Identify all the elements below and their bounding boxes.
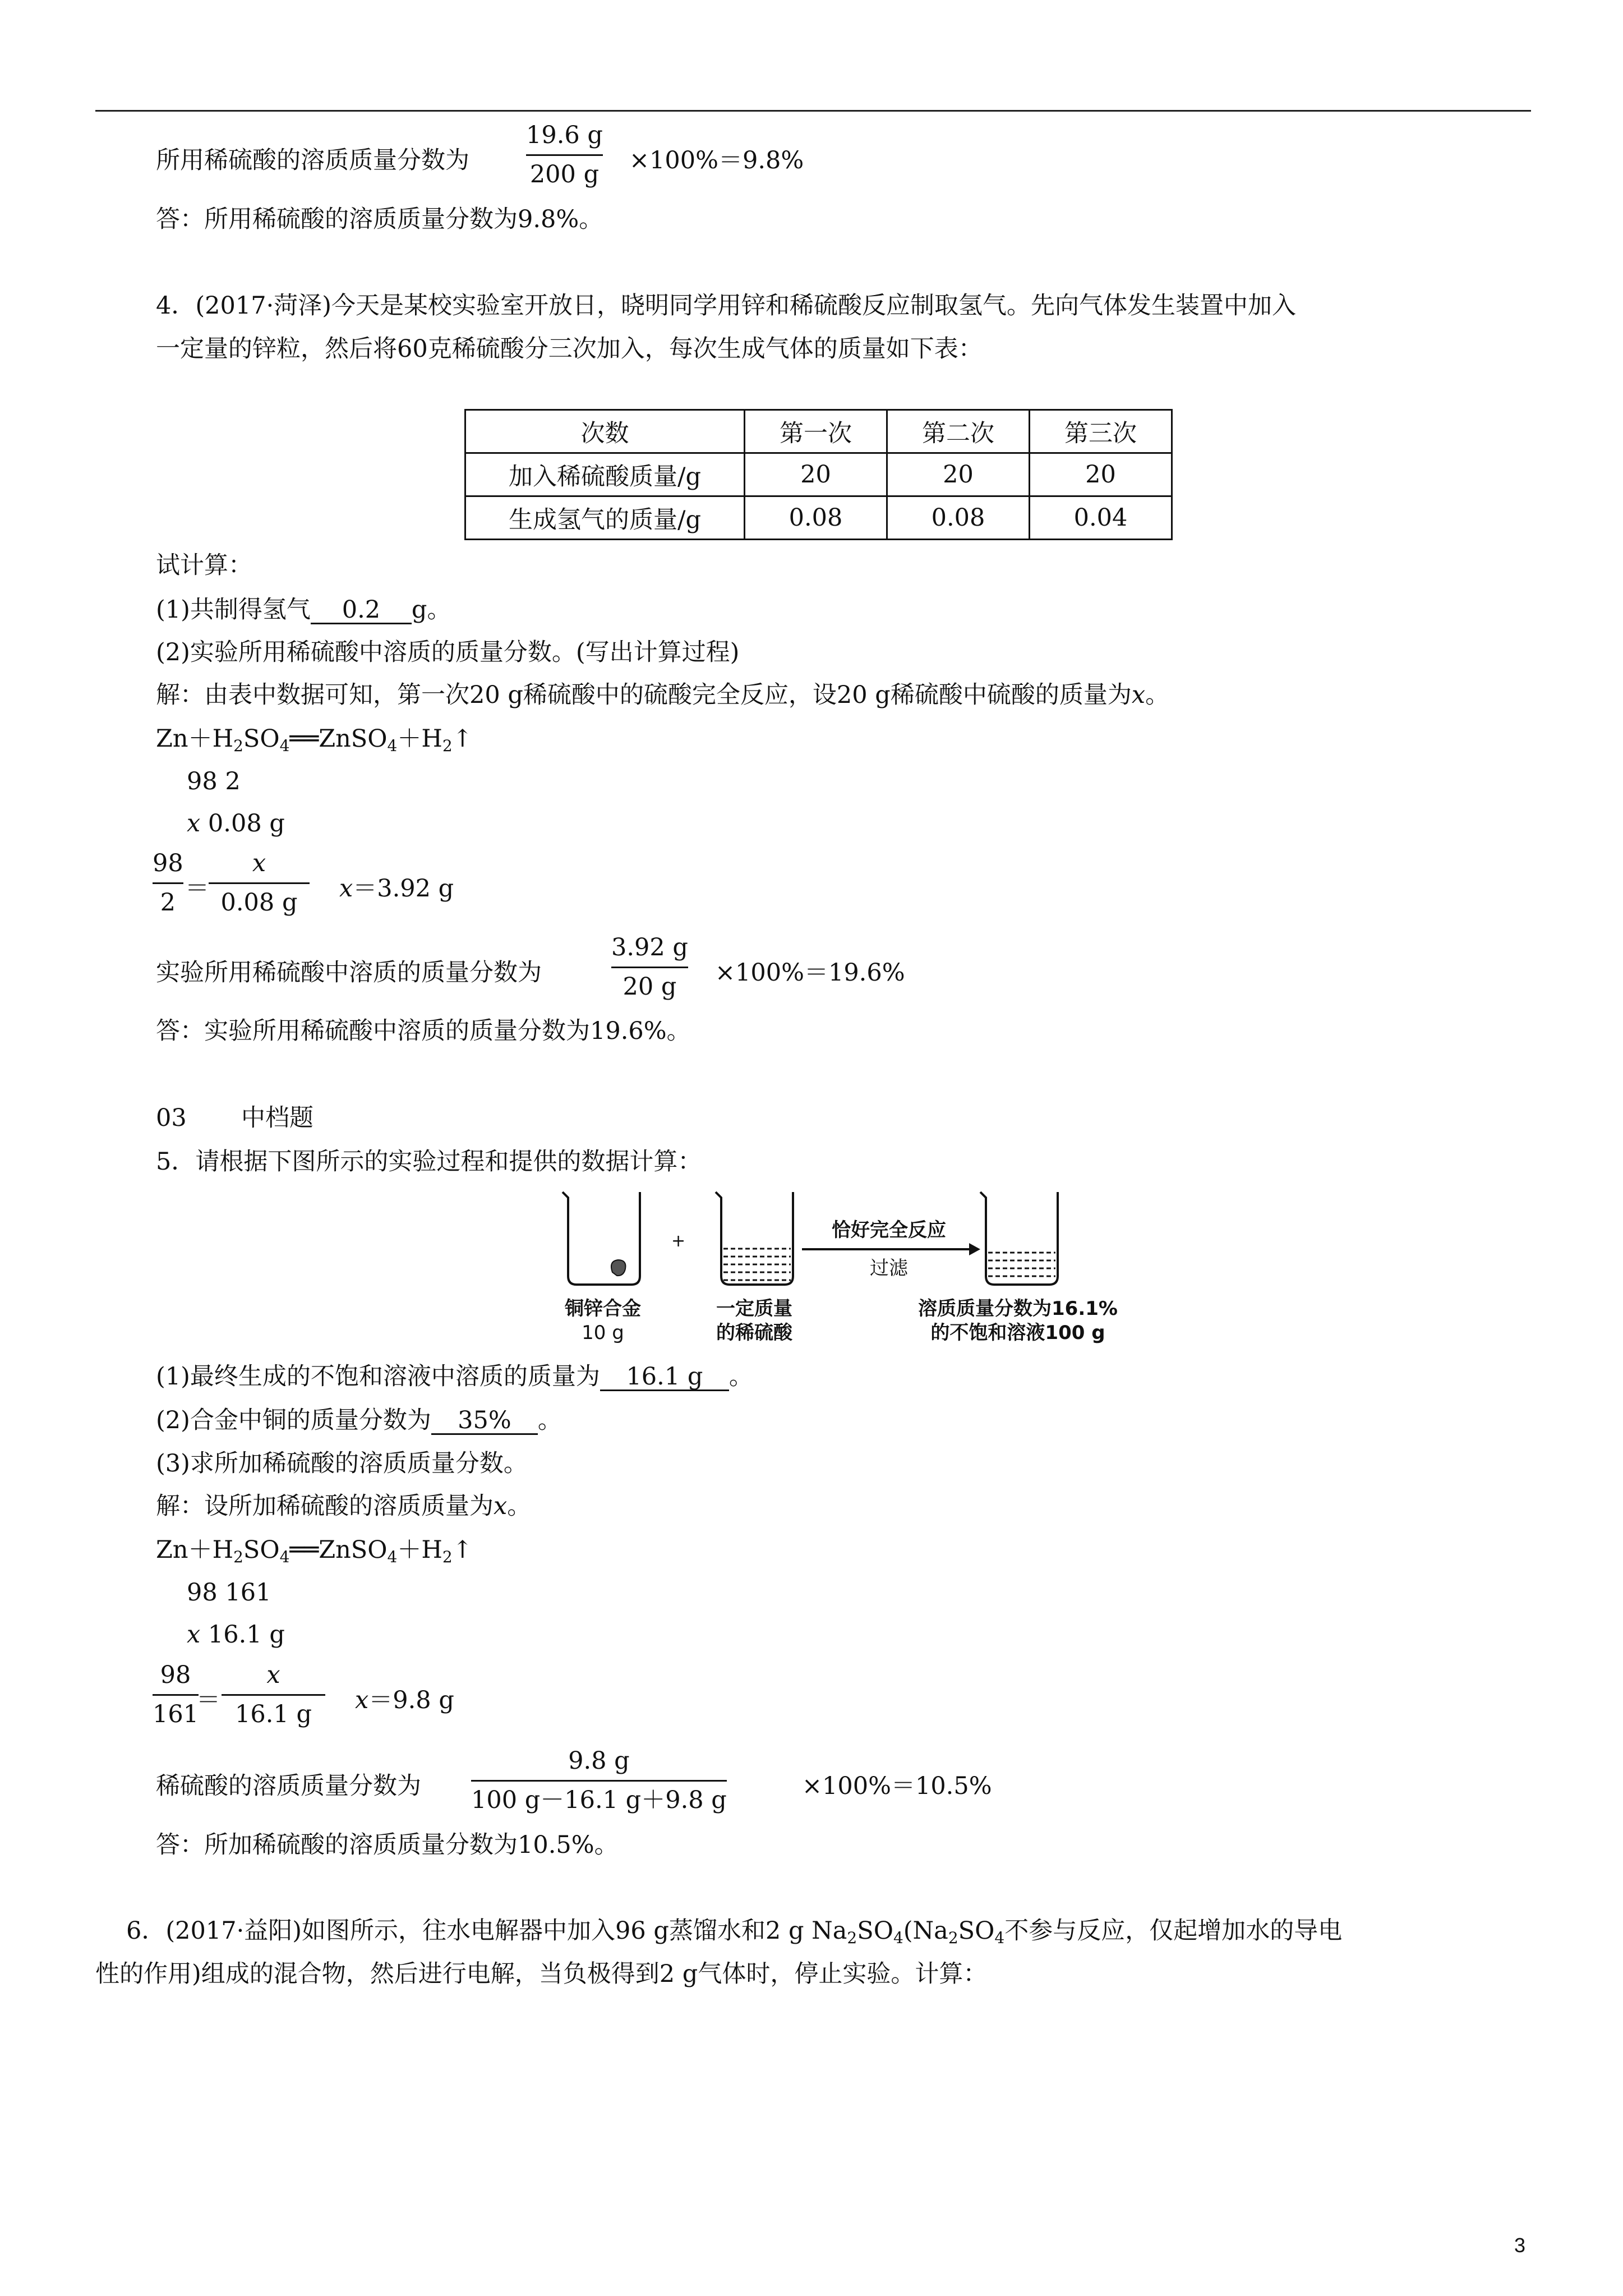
q5-ratio-line2: x 16.1 g bbox=[187, 1621, 285, 1649]
q5-mass-prefix: 稀硫酸的溶质质量分数为 bbox=[156, 1772, 421, 1800]
q5-part3: (3)求所加稀硫酸的溶质质量分数。 bbox=[156, 1450, 528, 1478]
table-cell: 0.08 bbox=[887, 496, 1030, 540]
q4-part1: (1)共制得氢气 0.2 g。 bbox=[156, 596, 451, 624]
q4-equation: $Zn+H_2SO_4══ZnSO_4+H_2↑$ bbox=[156, 725, 473, 755]
q4-line2: 一定量的锌粒，然后将60克稀硫酸分三次加入，每次生成气体的质量如下表： bbox=[156, 335, 983, 363]
q5-equals: ＝ bbox=[196, 1686, 220, 1714]
q4-mass-prefix: 实验所用稀硫酸中溶质的质量分数为 bbox=[156, 959, 542, 987]
q5-answer-blank-2: 35% bbox=[431, 1408, 538, 1435]
q4-ratio-line1: 98 2 bbox=[187, 767, 241, 795]
q4-mass-suffix: ×100%＝19.6% bbox=[715, 959, 905, 987]
section-number: 03 bbox=[156, 1104, 187, 1132]
table-cell: 0.04 bbox=[1030, 496, 1172, 540]
q6-line2: 性的作用)组成的混合物，然后进行电解，当负极得到2 g气体时，停止实验。计算： bbox=[95, 1960, 988, 1988]
q5-part2: (2)合金中铜的质量分数为 35% 。 bbox=[156, 1406, 562, 1434]
q4-solution-intro: 解：由表中数据可知，第一次20 g稀硫酸中的硫酸完全反应，设20 g稀硫酸中硫酸的质量为x。 bbox=[156, 681, 1170, 709]
q5-ratio-line1: 98 161 bbox=[187, 1579, 271, 1607]
q5-mass-suffix: ×100%＝10.5% bbox=[802, 1772, 992, 1800]
section-title: 中档题 bbox=[241, 1104, 313, 1132]
q4-mass-fraction: 3.92 g 20 g bbox=[611, 933, 688, 1001]
table-cell: 0.08 bbox=[745, 496, 887, 540]
q5-mass-fraction: 9.8 g 100 g－16.1 g＋9.8 g bbox=[471, 1747, 727, 1814]
beaker-alloy-icon bbox=[562, 1192, 640, 1285]
q4-line1: 4．(2017·菏泽)今天是某校实验室开放日，晓明同学用锌和稀硫酸反应制取氢气。先向气体发生装置中加入 bbox=[156, 292, 1297, 320]
q4-ratio-line2: x 0.08 g bbox=[187, 809, 285, 838]
table-cell: 20 bbox=[1030, 453, 1172, 496]
q5-part1: (1)最终生成的不饱和溶液中溶质的质量为 16.1 g 。 bbox=[156, 1363, 753, 1391]
q6-line1: 6．(2017·益阳)如图所示，往水电解器中加入96 g蒸馏水和2 g $Na_2SO_4(Na_2SO_4$不参与反应，仅起增加水的导电 bbox=[126, 1917, 1343, 1947]
figure-label-result: 溶质质量分数为16.1% 的不饱和溶液100 g bbox=[918, 1297, 1118, 1344]
q4-answer-blank-1: 0.2 bbox=[311, 597, 412, 624]
figure-label-acid: 一定质量 的稀硫酸 bbox=[716, 1297, 792, 1344]
q5-answer-blank-1: 16.1 g bbox=[600, 1364, 729, 1391]
q5-fraction-left: 98 161 bbox=[153, 1661, 199, 1728]
top-answer: 答：所用稀硫酸的溶质质量分数为9.8%。 bbox=[156, 205, 603, 233]
q5-answer: 答：所加稀硫酸的溶质质量分数为10.5%。 bbox=[156, 1831, 619, 1859]
q5-solution-intro: 解：设所加稀硫酸的溶质质量为x。 bbox=[156, 1492, 532, 1520]
q4-fraction-right: x 0.08 g bbox=[209, 852, 310, 915]
page-number: 3 bbox=[1514, 2234, 1526, 2257]
table-header-cell: 第一次 bbox=[745, 410, 887, 453]
q4-equals: ＝ bbox=[185, 875, 209, 903]
q4-fraction-left: 98 2 bbox=[153, 849, 183, 917]
table-header-cell: 次数 bbox=[465, 410, 745, 453]
figure-arrow-bottom-label: 过滤 bbox=[870, 1257, 908, 1280]
table-cell: 20 bbox=[887, 453, 1030, 496]
q5-line1: 5．请根据下图所示的实验过程和提供的数据计算： bbox=[156, 1148, 702, 1176]
q4-answer: 答：实验所用稀硫酸中溶质的质量分数为19.6%。 bbox=[156, 1017, 691, 1045]
q5-fraction-right: x 16.1 g bbox=[222, 1663, 325, 1727]
q4-calc-label: 试计算： bbox=[156, 551, 252, 579]
reaction-arrow-icon bbox=[802, 1243, 980, 1255]
fraction-numerator: 19.6 g bbox=[526, 121, 603, 149]
table-header-cell: 第三次 bbox=[1030, 410, 1172, 453]
beaker-acid-icon bbox=[716, 1192, 793, 1285]
top-mass-suffix: ×100%＝9.8% bbox=[629, 146, 804, 174]
figure-label-alloy: 铜锌合金 10 g bbox=[565, 1297, 641, 1344]
table-header-cell: 第二次 bbox=[887, 410, 1030, 453]
q5-equation: $Zn+H_2SO_4══ZnSO_4+H_2↑$ bbox=[156, 1536, 473, 1566]
q5-result: x＝9.8 g bbox=[355, 1686, 454, 1714]
fraction-denominator: 200 g bbox=[529, 160, 600, 188]
q4-result: x＝3.92 g bbox=[339, 875, 454, 903]
figure-plus-sign: + bbox=[671, 1231, 686, 1251]
table-cell: 20 bbox=[745, 453, 887, 496]
table-cell: 加入稀硫酸质量/g bbox=[465, 453, 745, 496]
top-mass-prefix: 所用稀硫酸的溶质质量分数为 bbox=[156, 146, 469, 174]
q4-part2: (2)实验所用稀硫酸中溶质的质量分数。(写出计算过程) bbox=[156, 638, 740, 666]
table-cell: 生成氢气的质量/g bbox=[465, 496, 745, 540]
figure-arrow-top-label: 恰好完全反应 bbox=[832, 1219, 946, 1241]
beaker-solution-icon bbox=[980, 1192, 1058, 1285]
